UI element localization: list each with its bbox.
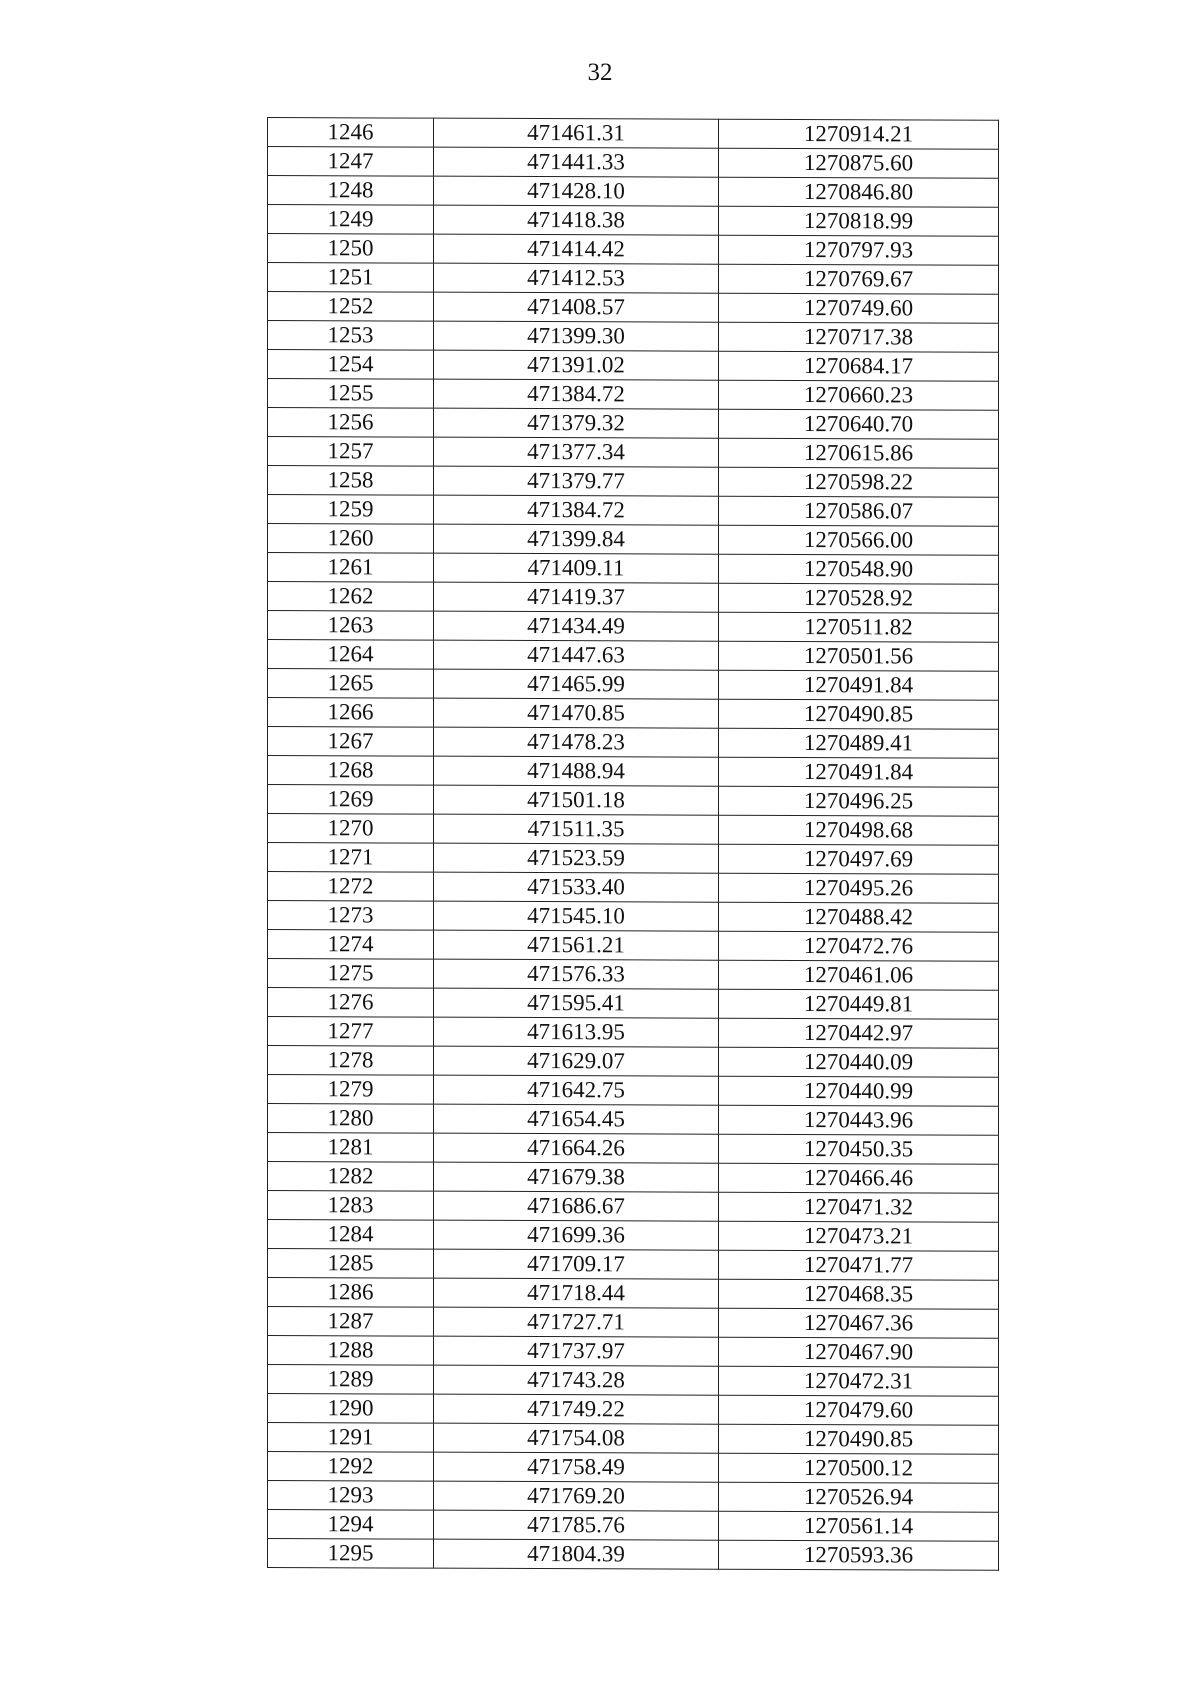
table-row xyxy=(268,408,999,440)
table-row xyxy=(268,756,999,788)
y-coordinate-cell: 1270586.07 xyxy=(719,496,999,526)
point-number-cell: 1263 xyxy=(268,611,434,641)
point-number-cell: 1247 xyxy=(268,147,434,177)
y-coordinate-cell: 1270473.21 xyxy=(719,1221,999,1251)
point-number-cell: 1257 xyxy=(268,437,434,467)
table-row xyxy=(268,843,999,875)
point-number-cell: 1290 xyxy=(268,1394,434,1424)
x-coordinate-cell: 471399.84 xyxy=(434,524,719,554)
table-row xyxy=(268,437,999,469)
x-coordinate-cell: 471478.23 xyxy=(434,727,719,757)
x-coordinate-cell: 471447.63 xyxy=(434,640,719,670)
table-row xyxy=(268,1423,999,1455)
table-row xyxy=(268,1133,999,1165)
x-coordinate-cell: 471399.30 xyxy=(434,321,719,351)
point-number-cell: 1250 xyxy=(268,234,434,264)
table-row xyxy=(268,611,999,643)
table-row xyxy=(268,785,999,817)
x-coordinate-cell: 471412.53 xyxy=(434,263,719,293)
y-coordinate-cell: 1270548.90 xyxy=(719,554,999,584)
point-number-cell: 1267 xyxy=(268,727,434,757)
y-coordinate-cell: 1270443.96 xyxy=(719,1105,999,1135)
table-row xyxy=(268,321,999,353)
point-number-cell: 1293 xyxy=(268,1481,434,1511)
table-row xyxy=(268,1104,999,1136)
x-coordinate-cell: 471408.57 xyxy=(434,292,719,322)
x-coordinate-cell: 471391.02 xyxy=(434,350,719,380)
table-row xyxy=(268,263,999,295)
point-number-cell: 1282 xyxy=(268,1162,434,1192)
table-row xyxy=(268,1452,999,1484)
x-coordinate-cell: 471743.28 xyxy=(434,1365,719,1395)
y-coordinate-cell: 1270472.76 xyxy=(719,931,999,961)
x-coordinate-cell: 471384.72 xyxy=(434,379,719,409)
point-number-cell: 1289 xyxy=(268,1365,434,1395)
y-coordinate-cell: 1270749.60 xyxy=(719,293,999,323)
x-coordinate-cell: 471434.49 xyxy=(434,611,719,641)
y-coordinate-cell: 1270467.36 xyxy=(719,1308,999,1338)
point-number-cell: 1294 xyxy=(268,1510,434,1540)
page-number: 32 xyxy=(587,59,613,86)
point-number-cell: 1275 xyxy=(268,959,434,989)
x-coordinate-cell: 471545.10 xyxy=(434,901,719,931)
point-number-cell: 1280 xyxy=(268,1104,434,1134)
point-number-cell: 1252 xyxy=(268,292,434,322)
table-row xyxy=(268,1278,999,1310)
x-coordinate-cell: 471679.38 xyxy=(434,1162,719,1192)
y-coordinate-cell: 1270472.31 xyxy=(719,1366,999,1396)
table-row xyxy=(268,727,999,759)
table-row xyxy=(268,553,999,585)
y-coordinate-cell: 1270490.85 xyxy=(719,1424,999,1454)
y-coordinate-cell: 1270488.42 xyxy=(719,902,999,932)
x-coordinate-cell: 471664.26 xyxy=(434,1133,719,1163)
table-row xyxy=(268,959,999,991)
point-number-cell: 1262 xyxy=(268,582,434,612)
table-row xyxy=(268,814,999,846)
coordinates-table-body xyxy=(268,118,999,1571)
table-row xyxy=(268,1481,999,1513)
x-coordinate-cell: 471629.07 xyxy=(434,1046,719,1076)
y-coordinate-cell: 1270501.56 xyxy=(719,641,999,671)
table-row xyxy=(268,669,999,701)
point-number-cell: 1279 xyxy=(268,1075,434,1105)
y-coordinate-cell: 1270496.25 xyxy=(719,786,999,816)
point-number-cell: 1285 xyxy=(268,1249,434,1279)
point-number-cell: 1246 xyxy=(268,118,434,148)
table-row xyxy=(268,1539,999,1571)
y-coordinate-cell: 1270511.82 xyxy=(719,612,999,642)
x-coordinate-cell: 471758.49 xyxy=(434,1452,719,1482)
table-row xyxy=(268,1394,999,1426)
table-row xyxy=(268,1075,999,1107)
table-row xyxy=(268,1017,999,1049)
point-number-cell: 1271 xyxy=(268,843,434,873)
coordinates-table xyxy=(267,117,999,1571)
table-row xyxy=(268,582,999,614)
x-coordinate-cell: 471595.41 xyxy=(434,988,719,1018)
point-number-cell: 1283 xyxy=(268,1191,434,1221)
table-row xyxy=(268,698,999,730)
y-coordinate-cell: 1270875.60 xyxy=(719,148,999,178)
table-row xyxy=(268,1307,999,1339)
point-number-cell: 1251 xyxy=(268,263,434,293)
table-row xyxy=(268,118,999,150)
x-coordinate-cell: 471749.22 xyxy=(434,1394,719,1424)
x-coordinate-cell: 471384.72 xyxy=(434,495,719,525)
x-coordinate-cell: 471561.21 xyxy=(434,930,719,960)
x-coordinate-cell: 471379.77 xyxy=(434,466,719,496)
x-coordinate-cell: 471654.45 xyxy=(434,1104,719,1134)
y-coordinate-cell: 1270468.35 xyxy=(719,1279,999,1309)
point-number-cell: 1292 xyxy=(268,1452,434,1482)
point-number-cell: 1274 xyxy=(268,930,434,960)
y-coordinate-cell: 1270561.14 xyxy=(719,1511,999,1541)
x-coordinate-cell: 471718.44 xyxy=(434,1278,719,1308)
x-coordinate-cell: 471428.10 xyxy=(434,176,719,206)
y-coordinate-cell: 1270500.12 xyxy=(719,1453,999,1483)
point-number-cell: 1270 xyxy=(268,814,434,844)
y-coordinate-cell: 1270491.84 xyxy=(719,757,999,787)
y-coordinate-cell: 1270593.36 xyxy=(719,1540,999,1570)
point-number-cell: 1258 xyxy=(268,466,434,496)
x-coordinate-cell: 471501.18 xyxy=(434,785,719,815)
x-coordinate-cell: 471419.37 xyxy=(434,582,719,612)
x-coordinate-cell: 471754.08 xyxy=(434,1423,719,1453)
point-number-cell: 1287 xyxy=(268,1307,434,1337)
point-number-cell: 1291 xyxy=(268,1423,434,1453)
table-row xyxy=(268,292,999,324)
table-row xyxy=(268,379,999,411)
point-number-cell: 1249 xyxy=(268,205,434,235)
x-coordinate-cell: 471613.95 xyxy=(434,1017,719,1047)
x-coordinate-cell: 471523.59 xyxy=(434,843,719,873)
y-coordinate-cell: 1270495.26 xyxy=(719,873,999,903)
x-coordinate-cell: 471737.97 xyxy=(434,1336,719,1366)
table-row xyxy=(268,988,999,1020)
y-coordinate-cell: 1270598.22 xyxy=(719,467,999,497)
y-coordinate-cell: 1270440.09 xyxy=(719,1047,999,1077)
table-row xyxy=(268,1220,999,1252)
table-row xyxy=(268,640,999,672)
y-coordinate-cell: 1270498.68 xyxy=(719,815,999,845)
x-coordinate-cell: 471377.34 xyxy=(434,437,719,467)
point-number-cell: 1277 xyxy=(268,1017,434,1047)
point-number-cell: 1259 xyxy=(268,495,434,525)
y-coordinate-cell: 1270449.81 xyxy=(719,989,999,1019)
table-row xyxy=(268,147,999,179)
table-row xyxy=(268,524,999,556)
y-coordinate-cell: 1270466.46 xyxy=(719,1163,999,1193)
y-coordinate-cell: 1270440.99 xyxy=(719,1076,999,1106)
point-number-cell: 1254 xyxy=(268,350,434,380)
x-coordinate-cell: 471511.35 xyxy=(434,814,719,844)
table-row xyxy=(268,350,999,382)
table-row xyxy=(268,901,999,933)
y-coordinate-cell: 1270490.85 xyxy=(719,699,999,729)
table-row xyxy=(268,872,999,904)
y-coordinate-cell: 1270467.90 xyxy=(719,1337,999,1367)
x-coordinate-cell: 471488.94 xyxy=(434,756,719,786)
point-number-cell: 1253 xyxy=(268,321,434,351)
point-number-cell: 1255 xyxy=(268,379,434,409)
y-coordinate-cell: 1270717.38 xyxy=(719,322,999,352)
x-coordinate-cell: 471409.11 xyxy=(434,553,719,583)
x-coordinate-cell: 471461.31 xyxy=(434,118,719,148)
y-coordinate-cell: 1270797.93 xyxy=(719,235,999,265)
table-row xyxy=(268,1365,999,1397)
y-coordinate-cell: 1270846.80 xyxy=(719,177,999,207)
point-number-cell: 1266 xyxy=(268,698,434,728)
x-coordinate-cell: 471576.33 xyxy=(434,959,719,989)
y-coordinate-cell: 1270660.23 xyxy=(719,380,999,410)
x-coordinate-cell: 471785.76 xyxy=(434,1510,719,1540)
y-coordinate-cell: 1270640.70 xyxy=(719,409,999,439)
table-row xyxy=(268,234,999,266)
y-coordinate-cell: 1270442.97 xyxy=(719,1018,999,1048)
table-row xyxy=(268,466,999,498)
table-row xyxy=(268,1336,999,1368)
point-number-cell: 1264 xyxy=(268,640,434,670)
x-coordinate-cell: 471414.42 xyxy=(434,234,719,264)
point-number-cell: 1286 xyxy=(268,1278,434,1308)
x-coordinate-cell: 471804.39 xyxy=(434,1539,719,1569)
x-coordinate-cell: 471418.38 xyxy=(434,205,719,235)
x-coordinate-cell: 471533.40 xyxy=(434,872,719,902)
x-coordinate-cell: 471465.99 xyxy=(434,669,719,699)
y-coordinate-cell: 1270566.00 xyxy=(719,525,999,555)
table-row xyxy=(268,930,999,962)
x-coordinate-cell: 471686.67 xyxy=(434,1191,719,1221)
table-row xyxy=(268,176,999,208)
y-coordinate-cell: 1270471.32 xyxy=(719,1192,999,1222)
table-row xyxy=(268,495,999,527)
point-number-cell: 1269 xyxy=(268,785,434,815)
point-number-cell: 1284 xyxy=(268,1220,434,1250)
y-coordinate-cell: 1270769.67 xyxy=(719,264,999,294)
point-number-cell: 1295 xyxy=(268,1539,434,1569)
x-coordinate-cell: 471727.71 xyxy=(434,1307,719,1337)
y-coordinate-cell: 1270489.41 xyxy=(719,728,999,758)
point-number-cell: 1276 xyxy=(268,988,434,1018)
x-coordinate-cell: 471769.20 xyxy=(434,1481,719,1511)
table-row xyxy=(268,1249,999,1281)
y-coordinate-cell: 1270491.84 xyxy=(719,670,999,700)
point-number-cell: 1261 xyxy=(268,553,434,583)
y-coordinate-cell: 1270471.77 xyxy=(719,1250,999,1280)
table-row xyxy=(268,205,999,237)
point-number-cell: 1256 xyxy=(268,408,434,438)
y-coordinate-cell: 1270497.69 xyxy=(719,844,999,874)
point-number-cell: 1278 xyxy=(268,1046,434,1076)
y-coordinate-cell: 1270526.94 xyxy=(719,1482,999,1512)
point-number-cell: 1260 xyxy=(268,524,434,554)
table-row xyxy=(268,1191,999,1223)
x-coordinate-cell: 471699.36 xyxy=(434,1220,719,1250)
point-number-cell: 1272 xyxy=(268,872,434,902)
y-coordinate-cell: 1270818.99 xyxy=(719,206,999,236)
point-number-cell: 1288 xyxy=(268,1336,434,1366)
y-coordinate-cell: 1270615.86 xyxy=(719,438,999,468)
point-number-cell: 1273 xyxy=(268,901,434,931)
y-coordinate-cell: 1270450.35 xyxy=(719,1134,999,1164)
x-coordinate-cell: 471642.75 xyxy=(434,1075,719,1105)
table-row xyxy=(268,1510,999,1542)
table-row xyxy=(268,1046,999,1078)
y-coordinate-cell: 1270684.17 xyxy=(719,351,999,381)
y-coordinate-cell: 1270479.60 xyxy=(719,1395,999,1425)
point-number-cell: 1281 xyxy=(268,1133,434,1163)
table-row xyxy=(268,1162,999,1194)
x-coordinate-cell: 471441.33 xyxy=(434,147,719,177)
x-coordinate-cell: 471379.32 xyxy=(434,408,719,438)
x-coordinate-cell: 471470.85 xyxy=(434,698,719,728)
x-coordinate-cell: 471709.17 xyxy=(434,1249,719,1279)
y-coordinate-cell: 1270528.92 xyxy=(719,583,999,613)
y-coordinate-cell: 1270914.21 xyxy=(719,119,999,149)
y-coordinate-cell: 1270461.06 xyxy=(719,960,999,990)
point-number-cell: 1268 xyxy=(268,756,434,786)
point-number-cell: 1265 xyxy=(268,669,434,699)
point-number-cell: 1248 xyxy=(268,176,434,206)
